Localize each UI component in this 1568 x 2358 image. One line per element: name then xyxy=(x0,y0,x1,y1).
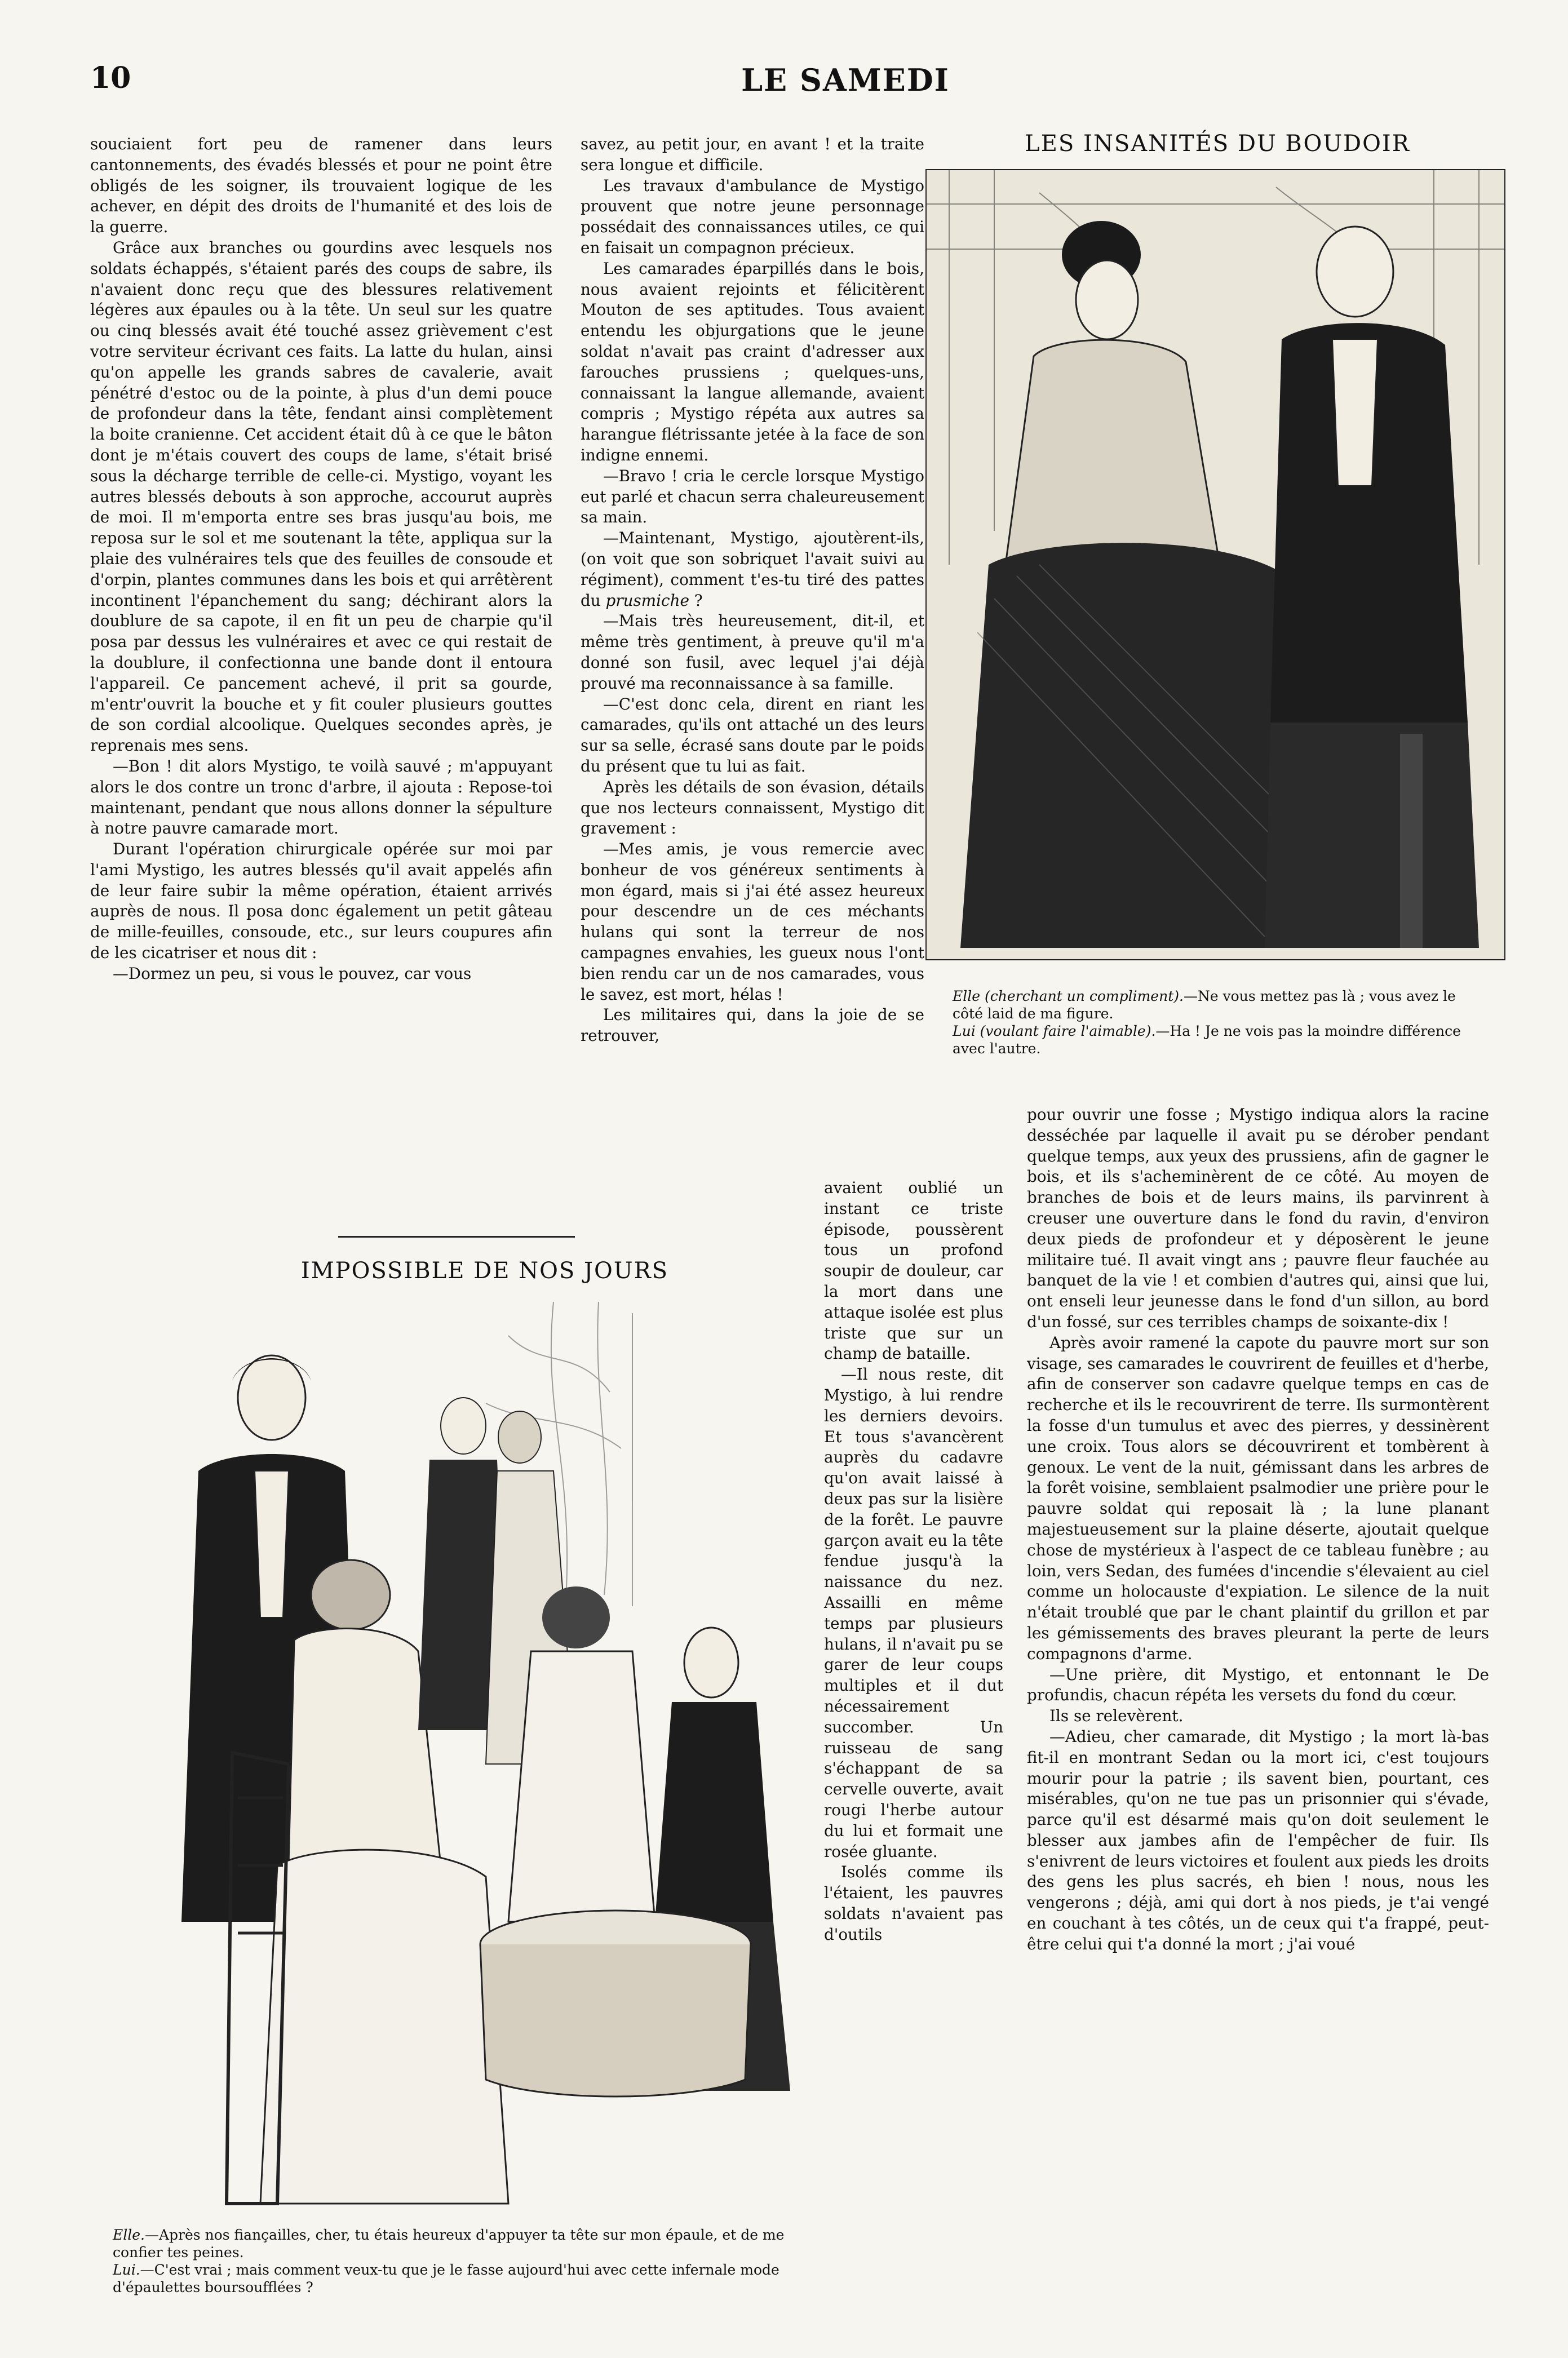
caption-text: —Ne vous mettez pas là ; vous avez le côté laid de ma figure. xyxy=(953,988,1456,1022)
paragraph: Les travaux d'ambulance de Mystigo prouvent que notre jeune personnage possédait des connaissances utiles, ce qui en faisait un compagnon précieux. xyxy=(581,176,924,257)
italic-word: prusmiche xyxy=(605,591,689,610)
impossible-heading: IMPOSSIBLE DE NOS JOURS xyxy=(300,1258,669,1284)
paragraph: —Une prière, dit Mystigo, et entonnant le De profundis, chacun répéta les versets du fond du cœur. xyxy=(1027,1665,1489,1705)
paragraph: Grâce aux branches ou gourdins avec lesquels nos soldats échappés, s'étaient parés des coups de sabre, ils n'avaient donc reçu que des blessures relativement légères aux épaules ou à la tête. Un seul sur les quatre ou cinq blessés avait été touché assez grièvement c'est votre serviteur écrivant ces faits. La latte du hulan, ainsi qu'on appelle les grands sabres de cavalerie, avait pénétré d'estoc ou de la pointe, à plus d'un demi pouce de profondeur dans la tête, fendant ainsi complètement la boite cranienne. Cet accident était dû à ce que le bâton dont je m'étais couvert des coups de lame, s'était brisé sous la décharge terrible de celle-ci. Mystigo, voyant les autres blessés debouts à son approche, accourut auprès de moi. Il m'emporta entre ses bras jusqu'au bois, me reposa sur le sol et me soutenant la tête, appliqua sur la plaie des vulnéraires tels que des feuilles de consoude et d'orpin, plantes communes dans les bois et qui arrêtèrent incontinent l'épanchement du sang; déchirant alors la doublure de sa capote, il en fit un peu de charpie qu'il posa par dessus les vulnéraires et avec ce qui restait de la doublure, il confectionna une bande dont il entoura l'appareil. Ce pancement achevé, il prit sa gourde, m'entr'ouvrit la bouche et y fit couler plusieurs gouttes de son cordial alcoolique. Quelques secondes après, je reprenais mes sens. xyxy=(90,238,552,755)
caption-line xyxy=(953,1022,1477,1057)
section-divider xyxy=(338,1236,575,1238)
paragraph: —Mes amis, je vous remercie avec bonheur de vos généreux sentiments à mon égard, mais si j'ai été assez heureux pour descendre un de ces méchants hulans qui sont la terreur de nos campagnes envahies, les gueux nous l'ont bien rendu car un de nos camarades, vous le savez, est mort, hélas ! xyxy=(581,840,924,1004)
masthead: LE SAMEDI xyxy=(741,62,950,98)
impossible-illustration xyxy=(148,1302,816,2226)
boudoir-caption xyxy=(953,987,1477,1057)
paragraph-text: —Maintenant, Mystigo, ajoutèrent-ils, (on voit que son sobriquet l'avait suivi au régiment), comment t'es-tu tiré des pattes du xyxy=(581,529,924,610)
salon-engraving xyxy=(148,1302,816,2226)
paragraph: savez, au petit jour, en avant ! et la traite sera longue et difficile. xyxy=(581,135,924,174)
article-narrow-column xyxy=(824,1178,1003,2302)
boudoir-illustration xyxy=(925,169,1505,960)
caption-text: —C'est vrai ; mais comment veux-tu que je le fasse aujourd'hui avec cette infernale mode d'épaulettes boursoufflées ? xyxy=(113,2262,779,2295)
paragraph: —Dormez un peu, si vous le pouvez, car vous xyxy=(113,964,472,983)
caption-text: —Ha ! Je ne vois pas la moindre différence avec l'autre. xyxy=(953,1023,1461,1057)
caption-text: —Après nos fiançailles, cher, tu étais heureux d'appuyer ta tête sur mon épaule, et de me confier tes peines. xyxy=(113,2227,785,2261)
caption-line xyxy=(113,2261,817,2296)
paragraph: Les camarades éparpillés dans le bois, nous avaient rejoints et félicitèrent Mouton de ses aptitudes. Tous avaient entendu les objurgations que le jeune soldat n'avait pas craint d'adresser aux farouches prussiens ; quelques-uns, connaissant la langue allemande, avaient compris ; Mystigo répéta aux autres sa harangue flétrissante jetée à la face de son indigne ennemi. xyxy=(581,259,924,464)
article-column-1 xyxy=(90,134,552,1216)
paragraph: —Mais très heureusement, dit-il, et même très gentiment, à preuve qu'il m'a donné son fusil, avec lequel j'ai déjà prouvé ma reconnaissance à sa famille. xyxy=(581,611,924,693)
caption-speaker: Lui. xyxy=(113,2262,140,2278)
caption-line xyxy=(113,2226,817,2261)
paragraph: avaient oublié un instant ce triste épisode, poussèrent tous un profond soupir de douleur, car la mort dans une attaque isolée est plus triste que sur un champ de bataille. xyxy=(824,1178,1003,1363)
boudoir-heading: LES INSANITÉS DU BOUDOIR xyxy=(1025,131,1410,157)
paragraph xyxy=(581,528,924,611)
paragraph: pour ouvrir une fosse ; Mystigo indiqua alors la racine desséchée par laquelle il avait pu se dérober pendant quelque temps, aux yeux des prussiens, afin de gagner le bois, et ils s'acheminèrent de ce côté. Au moyen de branches de bois et de leurs mains, ils parvinrent à creuser une ouverture dans le fond du ravin, d'environ deux pieds de profondeur et y déposèrent le jeune militaire tué. Il avait vingt ans ; pauvre fleur fauchée au banquet de la vie ! et combien d'autres qui, ainsi que lui, ont enseli leur jeunesse dans le fond d'un sillon, au bord d'un fossé, sur ces terribles champs de soixante-dix ! xyxy=(1027,1105,1489,1331)
impossible-caption xyxy=(113,2226,817,2296)
paragraph: Ils se relevèrent. xyxy=(1049,1707,1184,1726)
caption-line xyxy=(953,987,1477,1022)
boudoir-engraving xyxy=(927,170,1504,959)
caption-speaker: Lui (voulant faire l'aimable). xyxy=(953,1023,1156,1039)
paragraph: Les militaires qui, dans la joie de se retrouver, xyxy=(581,1005,924,1045)
page-number: 10 xyxy=(90,61,131,95)
paragraph: Durant l'opération chirurgicale opérée sur moi par l'ami Mystigo, les autres blessés qu'il avait appelés afin de leur faire subir la même opération, étaient arrivés auprès de nous. Il posa donc également un petit gâteau de mille-feuilles, consoude, etc., sur leurs coupures afin de les cicatriser et nous dit : xyxy=(90,840,552,963)
paragraph: —Bravo ! cria le cercle lorsque Mystigo eut parlé et chacun serra chaleureusement sa main. xyxy=(581,466,924,527)
paragraph: Après les détails de son évasion, détails que nos lecteurs connaissent, Mystigo dit gravement : xyxy=(581,777,924,838)
paragraph: Isolés comme ils l'étaient, les pauvres soldats n'avaient pas d'outils xyxy=(824,1863,1003,1944)
caption-speaker: Elle. xyxy=(113,2227,145,2243)
paragraph: —Bon ! dit alors Mystigo, te voilà sauvé ; m'appuyant alors le dos contre un tronc d'arbre, il ajouta : Repose-toi maintenant, pendant que nous allons donner la sépulture à notre pauvre camarade mort. xyxy=(90,756,552,838)
article-column-2 xyxy=(581,134,924,1165)
paragraph: Après avoir ramené la capote du pauvre mort sur son visage, ses camarades le couvrirent de feuilles et d'herbe, afin de conserver son cadavre quelque temps en cas de recherche et ils le recouvrirent de terre. Ils surmontèrent la fosse d'un tumulus et avec des pierres, y dessinèrent une croix. Tous alors se découvrirent et tombèrent à genoux. Le vent de la nuit, gémissant dans les arbres de la forêt voisine, semblaient psalmodier une prière pour le pauvre soldat qui reposait là ; la lune planant majestueusement sur la plaine déserte, ajoutait quelque chose de mystérieux à l'aspect de ce tableau funèbre ; au loin, vers Sedan, des fumées d'incendie s'élevaient au ciel comme un holocauste d'expiation. Le silence de la nuit n'était troublé que par le chant plaintif du grillon et par les gémissements des braves pleurant la perte de leurs compagnons d'arme. xyxy=(1027,1333,1489,1663)
punctuation: ? xyxy=(689,591,703,610)
paragraph: —C'est donc cela, dirent en riant les camarades, qu'ils ont attaché un des leurs sur sa selle, écrasé sans doute par le poids du présent que tu lui as fait. xyxy=(581,694,924,775)
paragraph: —Adieu, cher camarade, dit Mystigo ; la mort là-bas fit-il en montrant Sedan ou la mort ici, c'est toujours mourir pour la patrie ; ils savent bien, pourtant, ces misérables, qu'on ne tue pas un prisonnier qui s'évade, parce qu'il est désarmé mais qu'on doit seulement le blesser aux jambes afin de l'empêcher de fuir. Ils s'enivrent de leurs victoires et foulent aux pieds les droits des gens les plus sacrés, eh bien ! nous, nous les vengerons ; déjà, ami qui dort à nos pieds, je t'ai vengé en couchant à tes côtés, un de ceux qui t'a frappé, peut-être celui qui t'a donné la mort ; j'ai voué xyxy=(1027,1727,1489,1953)
article-column-3 xyxy=(1027,1105,1489,2299)
paragraph: —Il nous reste, dit Mystigo, à lui rendre les derniers devoirs. Et tous s'avancèrent auprès du cadavre qu'on avait laissé à deux pas sur la lisière de la forêt. Le pauvre garçon avait eu la tête fendue jusqu'à la naissance du nez. Assailli en même temps par plusieurs hulans, il n'avait pu se garer de leur coups multiples et il dut nécessairement succomber. Un ruisseau de sang s'échappant de sa cervelle ouverte, avait rougi l'herbe autour du lui et formait une rosée gluante. xyxy=(824,1365,1003,1861)
caption-speaker: Elle (cherchant un compliment). xyxy=(953,988,1184,1004)
paragraph: souciaient fort peu de ramener dans leurs cantonnements, des évadés blessés et pour ne point être obligés de les soigner, ils trouvaient logique de les achever, en dépit des droits de l'humanité et des lois de la guerre. xyxy=(90,135,552,237)
